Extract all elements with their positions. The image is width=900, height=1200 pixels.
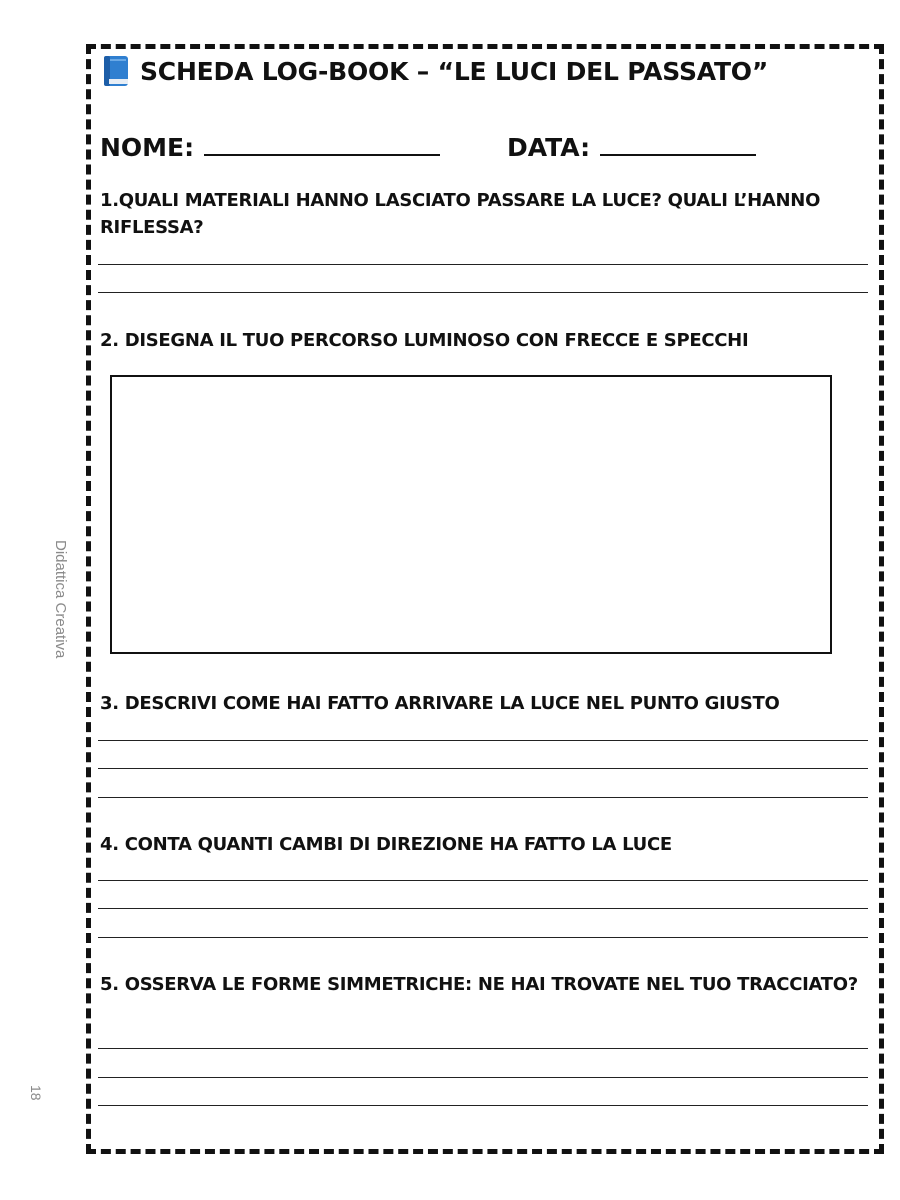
name-blank-line[interactable] (204, 128, 440, 156)
question-3: 3. DESCRIVI COME HAI FATTO ARRIVARE LA LUCE NEL PUNTO GIUSTO (100, 693, 780, 714)
page-number: 18 (28, 1085, 44, 1101)
date-label: DATA: (507, 133, 591, 162)
question-5: 5. OSSERVA LE FORME SIMMETRICHE: NE HAI TROVATE NEL TUO TRACCIATO? (100, 974, 858, 995)
answer-line[interactable] (98, 1077, 868, 1078)
question-4: 4. CONTA QUANTI CAMBI DI DIREZIONE HA FATTO LA LUCE (100, 834, 672, 855)
worksheet-title (102, 52, 768, 90)
question-1: 1.QUALI MATERIALI HANNO LASCIATO PASSARE LA LUCE? QUALI L’HANNO RIFLESSA? (100, 190, 821, 238)
title-text: SCHEDA LOG-BOOK – “LE LUCI DEL PASSATO” (140, 56, 769, 86)
answer-line[interactable] (98, 768, 868, 769)
answer-line[interactable] (98, 937, 868, 938)
name-label: NOME: (100, 133, 195, 162)
date-blank-line[interactable] (600, 128, 756, 156)
answer-line[interactable] (98, 740, 868, 741)
answer-line[interactable] (98, 1105, 868, 1106)
date-field[interactable] (507, 122, 756, 162)
answer-line[interactable] (98, 880, 868, 881)
answer-line[interactable] (98, 264, 868, 265)
answer-line[interactable] (98, 292, 868, 293)
blue-book-icon (102, 55, 130, 87)
answer-line[interactable] (98, 797, 868, 798)
name-field[interactable] (100, 122, 440, 162)
drawing-box[interactable] (110, 375, 832, 654)
answer-line[interactable] (98, 1048, 868, 1049)
side-label: Didattica Creativa (52, 540, 69, 659)
question-2: 2. DISEGNA IL TUO PERCORSO LUMINOSO CON FRECCE E SPECCHI (100, 330, 749, 351)
answer-line[interactable] (98, 908, 868, 909)
